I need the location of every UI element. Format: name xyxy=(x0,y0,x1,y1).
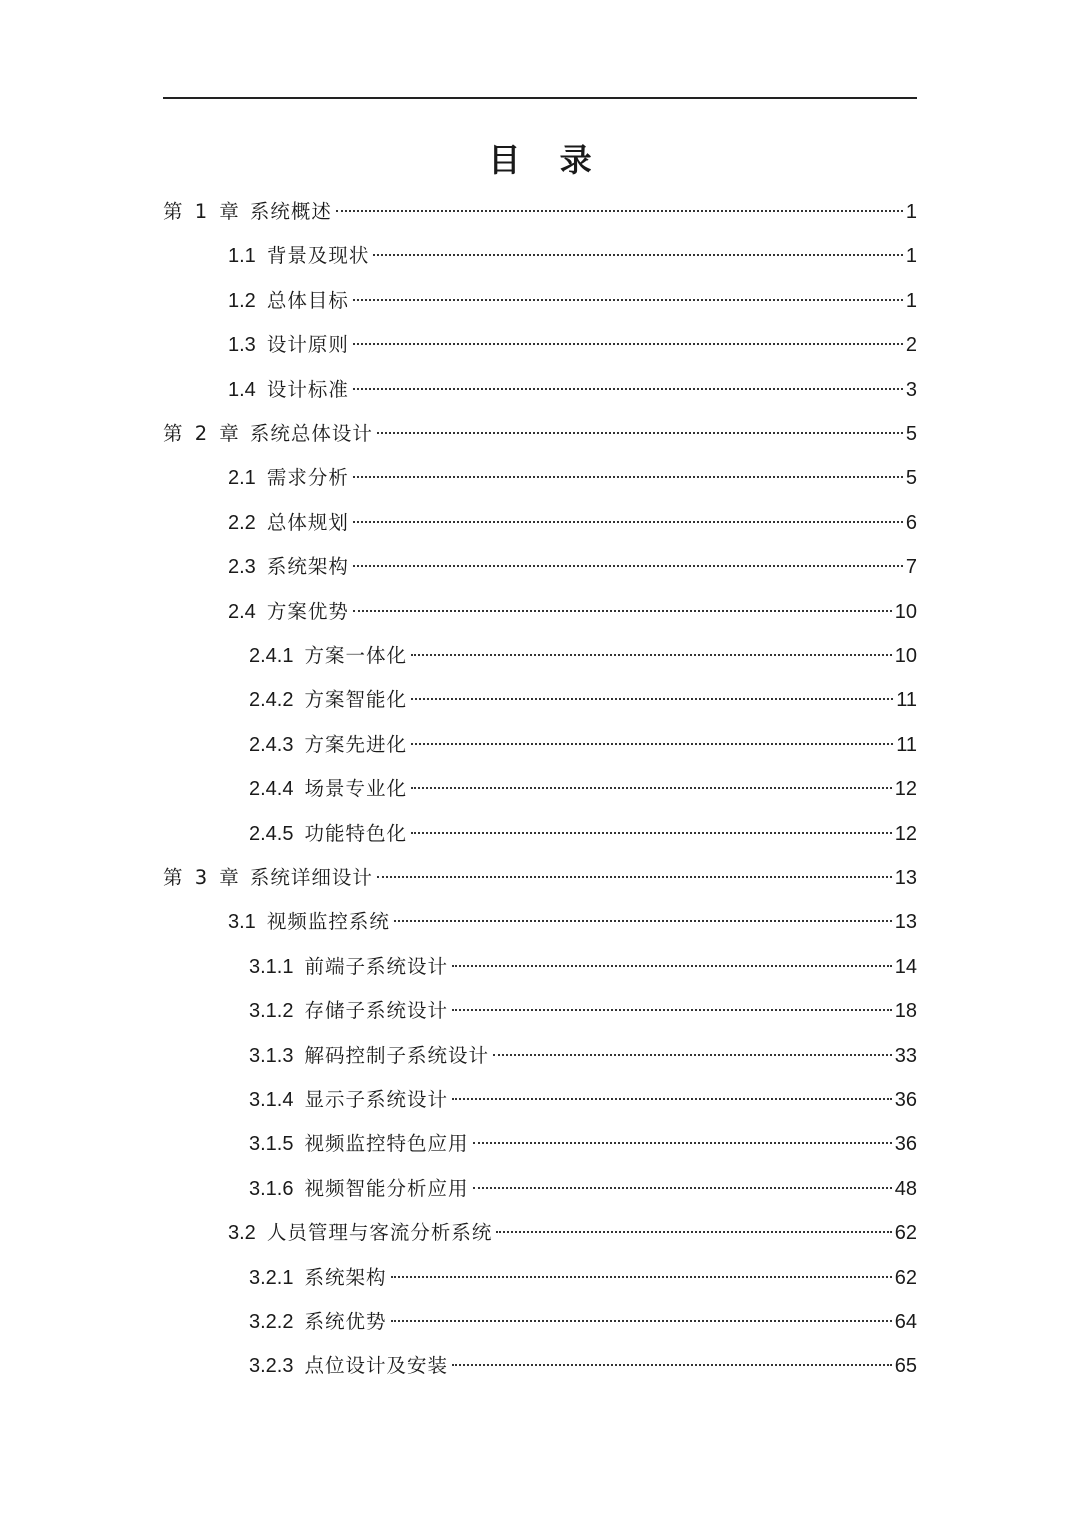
toc-entry-title: 前端子系统设计 xyxy=(304,954,448,978)
toc-entry-page-number: 36 xyxy=(894,1133,917,1156)
toc-entry-page-number: 64 xyxy=(894,1311,917,1333)
toc-entry[interactable] xyxy=(228,279,917,323)
toc-entry-number: 3.2.2 xyxy=(249,1311,294,1333)
toc-entry-page-number: 14 xyxy=(894,955,917,978)
toc-entry-title: 背景及现状 xyxy=(266,244,370,268)
toc-entry-title: 视频监控特色应用 xyxy=(304,1132,469,1156)
toc-entry-title: 视频监控系统 xyxy=(266,910,390,934)
toc-entry-page-number: 7 xyxy=(905,556,917,579)
toc-dot-leader xyxy=(353,343,903,345)
toc-dot-leader xyxy=(411,832,892,834)
toc-dot-leader xyxy=(336,210,903,212)
toc-entry-title: 方案一体化 xyxy=(304,644,407,667)
toc-entry-page-number: 13 xyxy=(894,911,917,934)
toc-entry-page-number: 3 xyxy=(905,378,917,401)
toc-entry-number: 第 1 章 xyxy=(163,200,242,223)
toc-dot-leader xyxy=(353,388,903,390)
toc-entry[interactable] xyxy=(249,723,917,767)
toc-entry-number: 1.4 xyxy=(228,378,256,401)
toc-dot-leader xyxy=(493,1054,892,1056)
toc-entry-page-number: 1 xyxy=(905,201,917,223)
toc-entry[interactable] xyxy=(249,1078,917,1122)
toc-entry-number: 2.3 xyxy=(228,556,256,579)
toc-entry[interactable] xyxy=(249,1256,917,1300)
toc-entry[interactable] xyxy=(228,900,917,944)
toc-entry[interactable] xyxy=(228,501,917,545)
toc-entry-title: 点位设计及安装 xyxy=(304,1354,448,1378)
toc-entry-title: 总体目标 xyxy=(266,288,349,312)
toc-entry[interactable] xyxy=(249,812,917,856)
toc-entry-title: 系统总体设计 xyxy=(249,422,373,445)
toc-dot-leader xyxy=(353,299,903,301)
toc-entry-page-number: 11 xyxy=(896,733,917,756)
toc-entry-page-number: 65 xyxy=(894,1355,917,1378)
toc-title: 目 录 xyxy=(488,141,606,179)
toc-entry[interactable] xyxy=(163,190,917,234)
toc-entry-number: 2.1 xyxy=(228,467,256,490)
toc-entry-page-number: 48 xyxy=(894,1177,917,1200)
toc-dot-leader xyxy=(452,965,892,967)
toc-entry-number: 3.1.4 xyxy=(249,1089,294,1111)
toc-entry-page-number: 2 xyxy=(905,334,917,357)
header-rule xyxy=(163,97,917,99)
toc-entry[interactable] xyxy=(163,856,917,900)
toc-entry-page-number: 18 xyxy=(894,1000,917,1023)
toc-entry[interactable] xyxy=(228,323,917,367)
toc-dot-leader xyxy=(452,1364,892,1366)
toc-dot-leader xyxy=(411,654,892,656)
toc-entry[interactable] xyxy=(228,545,917,589)
toc-entry[interactable] xyxy=(249,767,917,811)
toc-dot-leader xyxy=(391,1320,892,1322)
toc-entry-title: 系统概述 xyxy=(249,200,332,223)
toc-entry-title: 总体规划 xyxy=(266,510,349,534)
toc-dot-leader xyxy=(353,610,892,612)
toc-dot-leader xyxy=(411,743,893,745)
toc-entry-title: 显示子系统设计 xyxy=(304,1088,448,1111)
toc-entry[interactable] xyxy=(228,234,917,278)
toc-entry-page-number: 12 xyxy=(894,778,917,801)
toc-entry-number: 2.4.3 xyxy=(249,733,294,756)
toc-entry-number: 1.1 xyxy=(228,245,256,268)
toc-entry[interactable] xyxy=(163,412,917,456)
toc-entry-title: 设计标准 xyxy=(266,377,349,401)
toc-entry-title: 系统详细设计 xyxy=(249,866,373,889)
toc-entry-number: 3.1.3 xyxy=(249,1044,294,1067)
toc-entry-page-number: 11 xyxy=(896,689,917,712)
toc-entry-page-number: 1 xyxy=(905,289,917,312)
toc-entry[interactable] xyxy=(228,456,917,500)
toc-entry-page-number: 5 xyxy=(905,467,917,490)
toc-entry-number: 2.2 xyxy=(228,511,256,534)
toc-entry[interactable] xyxy=(249,1167,917,1211)
toc-entry-number: 2.4.2 xyxy=(249,689,294,712)
toc-entry[interactable] xyxy=(228,368,917,412)
toc-dot-leader xyxy=(377,432,903,434)
toc-entry-number: 3.1.1 xyxy=(249,955,294,978)
toc-dot-leader xyxy=(411,787,892,789)
toc-entry[interactable] xyxy=(249,634,917,678)
toc-entry-page-number: 33 xyxy=(894,1044,917,1067)
toc-entry-page-number: 12 xyxy=(894,822,917,845)
toc-entry-number: 3.1.6 xyxy=(249,1177,294,1200)
toc-entry-number: 2.4.1 xyxy=(249,645,294,667)
toc-entry-title: 功能特色化 xyxy=(304,821,407,845)
toc-dot-leader xyxy=(452,1009,892,1011)
toc-entry-page-number: 10 xyxy=(894,645,917,667)
toc-entry[interactable] xyxy=(249,1344,917,1388)
toc-entry-title: 人员管理与客流分析系统 xyxy=(266,1221,493,1245)
toc-entry-page-number: 6 xyxy=(905,511,917,534)
toc-entry-page-number: 13 xyxy=(894,867,917,889)
toc-entry-number: 3.2.1 xyxy=(249,1266,294,1289)
toc-entry-number: 3.2 xyxy=(228,1222,256,1245)
toc-entry[interactable] xyxy=(249,678,917,722)
toc-entry-number: 2.4 xyxy=(228,600,256,623)
toc-entry-number: 3.2.3 xyxy=(249,1355,294,1378)
toc-dot-leader xyxy=(353,476,903,478)
toc-entry[interactable] xyxy=(249,1034,917,1078)
toc-entry[interactable] xyxy=(228,1211,917,1255)
toc-entry-title: 系统架构 xyxy=(304,1265,387,1289)
toc-dot-leader xyxy=(496,1231,891,1233)
toc-entry-number: 第 2 章 xyxy=(163,422,242,445)
toc-entry[interactable] xyxy=(228,590,917,634)
toc-entry-number: 3.1.2 xyxy=(249,1000,294,1023)
toc-dot-leader xyxy=(473,1187,892,1189)
toc-entry-page-number: 5 xyxy=(905,423,917,445)
toc-entry-title: 视频智能分析应用 xyxy=(304,1176,469,1200)
toc-entry-title: 存储子系统设计 xyxy=(304,999,448,1023)
toc-entry-title: 需求分析 xyxy=(266,466,349,490)
toc-dot-leader xyxy=(373,254,903,256)
toc-entry-title: 方案优势 xyxy=(266,599,349,623)
toc-dot-leader xyxy=(452,1098,892,1100)
toc-entry-page-number: 10 xyxy=(894,600,917,623)
toc-entry-title: 系统优势 xyxy=(304,1310,387,1333)
toc-entry-title: 系统架构 xyxy=(266,555,349,579)
toc-entry-number: 2.4.5 xyxy=(249,822,294,845)
toc-entry-page-number: 62 xyxy=(894,1222,917,1245)
toc-entry-number: 第 3 章 xyxy=(163,866,242,889)
toc-entry-number: 3.1.5 xyxy=(249,1133,294,1156)
toc-entry-page-number: 62 xyxy=(894,1266,917,1289)
toc-entry-title: 解码控制子系统设计 xyxy=(304,1043,489,1067)
toc-dot-leader xyxy=(353,521,903,523)
toc-entry[interactable] xyxy=(249,945,917,989)
toc-dot-leader xyxy=(394,920,892,922)
toc-entry-title: 方案先进化 xyxy=(304,732,407,756)
toc-entry[interactable] xyxy=(249,989,917,1033)
toc-dot-leader xyxy=(473,1142,892,1144)
toc-dot-leader xyxy=(411,698,893,700)
toc-entry[interactable] xyxy=(249,1300,917,1344)
toc-dot-leader xyxy=(353,565,903,567)
toc-entry-number: 3.1 xyxy=(228,911,256,934)
toc-entry-title: 方案智能化 xyxy=(304,688,407,712)
toc-entry-page-number: 1 xyxy=(905,245,917,268)
toc-dot-leader xyxy=(377,876,892,878)
toc-entry[interactable] xyxy=(249,1122,917,1166)
toc-entry-number: 1.3 xyxy=(228,334,256,357)
toc-entry-number: 1.2 xyxy=(228,289,256,312)
toc-dot-leader xyxy=(391,1276,892,1278)
toc-entry-title: 场景专业化 xyxy=(304,777,407,801)
toc-entry-page-number: 36 xyxy=(894,1089,917,1111)
toc-entry-title: 设计原则 xyxy=(266,333,349,357)
toc-entry-number: 2.4.4 xyxy=(249,778,294,801)
